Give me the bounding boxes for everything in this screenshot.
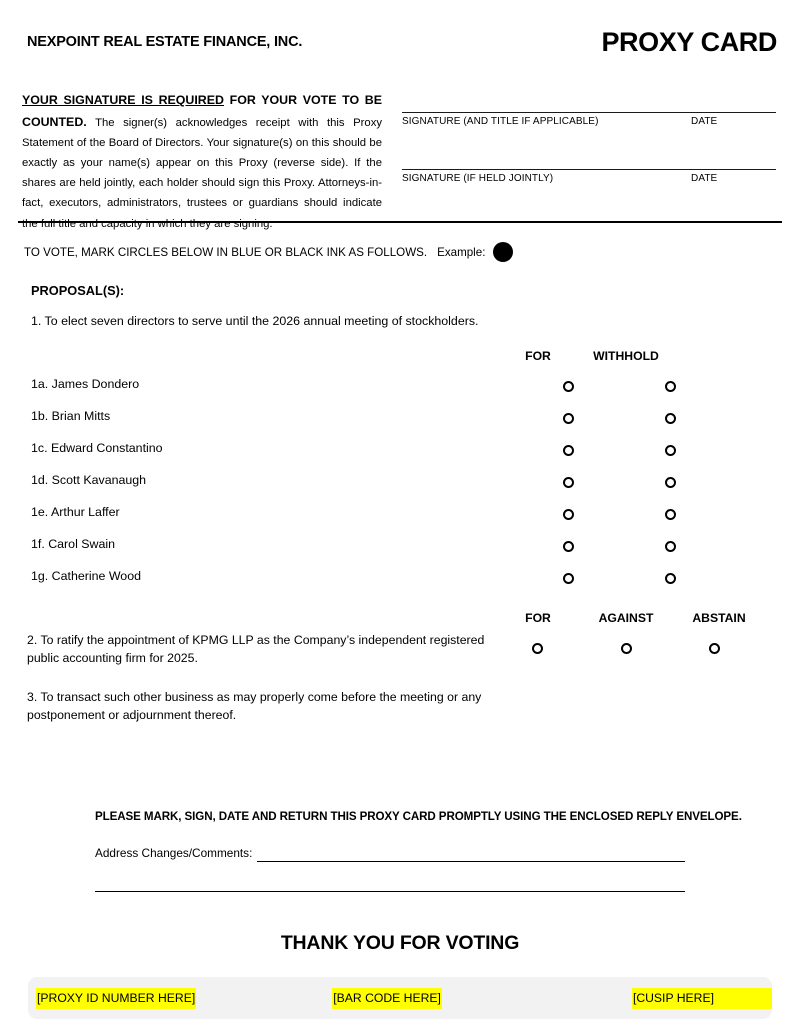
radio-for-proposal-2[interactable] — [532, 643, 543, 654]
column-header-withhold: WITHHOLD — [593, 349, 659, 363]
cusip-placeholder: [CUSIP HERE] — [632, 988, 715, 1009]
filled-circle-icon — [493, 242, 513, 262]
signature-required-continuation: FOR YOUR VOTE TO BE COUNTED. — [22, 93, 382, 130]
radio-for-1e[interactable] — [563, 509, 574, 520]
vote-instruction — [24, 242, 513, 262]
radio-withhold-1a[interactable] — [665, 381, 676, 392]
table-row — [31, 473, 776, 505]
signature-required-lead: YOUR SIGNATURE IS REQUIRED — [22, 93, 224, 107]
vote-instruction-text: TO VOTE, MARK CIRCLES BELOW IN BLUE OR BLACK INK AS FOLLOWS. — [24, 246, 428, 259]
signature-label-joint: SIGNATURE (IF HELD JOINTLY) — [402, 173, 554, 184]
table-row — [31, 441, 776, 473]
highlight-filler — [715, 988, 772, 1009]
date-label-primary: DATE — [691, 116, 718, 127]
proxy-id-placeholder: [PROXY ID NUMBER HERE] — [36, 988, 196, 1009]
radio-abstain-proposal-2[interactable] — [709, 643, 720, 654]
radio-withhold-1e[interactable] — [665, 509, 676, 520]
signature-row-primary — [402, 112, 776, 127]
company-name: NEXPOINT REAL ESTATE FINANCE, INC. — [27, 34, 303, 50]
bottom-identifier-bar — [28, 977, 772, 1019]
radio-withhold-1b[interactable] — [665, 413, 676, 424]
proposal-3-text: 3. To transact such other business as may properly come before the meeting or any postponement or adjournment thereof. — [27, 690, 482, 723]
radio-for-1c[interactable] — [563, 445, 574, 456]
column-header-abstain: ABSTAIN — [692, 611, 746, 625]
director-nominee-list — [31, 377, 776, 601]
signature-line-primary[interactable] — [402, 112, 776, 113]
table-row — [31, 537, 776, 569]
table-row — [31, 569, 776, 601]
column-header-for-proposal-1: FOR — [525, 349, 551, 363]
section-divider — [18, 221, 782, 223]
bottom-bar-fields — [28, 988, 772, 1009]
signature-labels-primary — [402, 116, 776, 127]
proposals-heading: PROPOSAL(S): — [31, 283, 125, 298]
date-label-joint: DATE — [691, 173, 718, 184]
address-changes-input-line-2[interactable] — [95, 891, 685, 892]
signature-spacer — [402, 127, 776, 169]
nominee-label: 1c. Edward Constantino — [31, 441, 163, 455]
radio-against-proposal-2[interactable] — [621, 643, 632, 654]
table-row — [31, 409, 776, 441]
nominee-label: 1g. Catherine Wood — [31, 569, 141, 583]
signature-instructions-body: The signer(s) acknowledges receipt with this Proxy Statement of the Board of Directors. Your signature(s) on this should be exactly as your name(s) appear on this Proxy (reverse side). If the shares are held jointly, each holder should sign this Proxy. Attorneys-in-fact, executors, administrators, trustees or guardians should indicate the full title and capacity in which they are signing. — [22, 117, 382, 230]
radio-for-1g[interactable] — [563, 573, 574, 584]
nominee-label: 1b. Brian Mitts — [31, 409, 111, 423]
nominee-label: 1f. Carol Swain — [31, 537, 116, 551]
address-changes-input-line-1[interactable] — [257, 861, 685, 862]
radio-withhold-1f[interactable] — [665, 541, 676, 552]
radio-for-1a[interactable] — [563, 381, 574, 392]
signature-label-primary: SIGNATURE (AND TITLE IF APPLICABLE) — [402, 116, 599, 127]
page-title: PROXY CARD — [601, 27, 777, 57]
column-header-for-proposal-2: FOR — [525, 611, 551, 625]
signature-row-joint — [402, 169, 776, 184]
radio-withhold-1d[interactable] — [665, 477, 676, 488]
radio-for-1b[interactable] — [563, 413, 574, 424]
nominee-label: 1a. James Dondero — [31, 377, 140, 391]
radio-for-1d[interactable] — [563, 477, 574, 488]
proposal-2-text: 2. To ratify the appointment of KPMG LLP as the Company’s independent registered public accounting firm for 2025. — [27, 633, 485, 666]
column-header-against: AGAINST — [598, 611, 654, 625]
proposal-1-text: 1. To elect seven directors to serve until the 2026 annual meeting of stockholders. — [31, 314, 479, 328]
nominee-label: 1d. Scott Kavanaugh — [31, 473, 147, 487]
example-label: Example: — [437, 246, 486, 259]
address-changes-label: Address Changes/Comments: — [95, 846, 253, 860]
table-row — [31, 377, 776, 409]
signature-block — [402, 112, 776, 184]
signature-instructions — [22, 89, 382, 234]
thank-you-heading: THANK YOU FOR VOTING — [280, 932, 520, 954]
signature-labels-joint — [402, 173, 776, 184]
radio-withhold-1c[interactable] — [665, 445, 676, 456]
table-row — [31, 505, 776, 537]
radio-for-1f[interactable] — [563, 541, 574, 552]
please-mark-instruction: PLEASE MARK, SIGN, DATE AND RETURN THIS PROXY CARD PROMPTLY USING THE ENCLOSED REPLY ENVELOPE. — [95, 810, 742, 823]
nominee-label: 1e. Arthur Laffer — [31, 505, 120, 519]
signature-line-joint[interactable] — [402, 169, 776, 170]
bar-code-placeholder: [BAR CODE HERE] — [332, 988, 442, 1009]
radio-withhold-1g[interactable] — [665, 573, 676, 584]
